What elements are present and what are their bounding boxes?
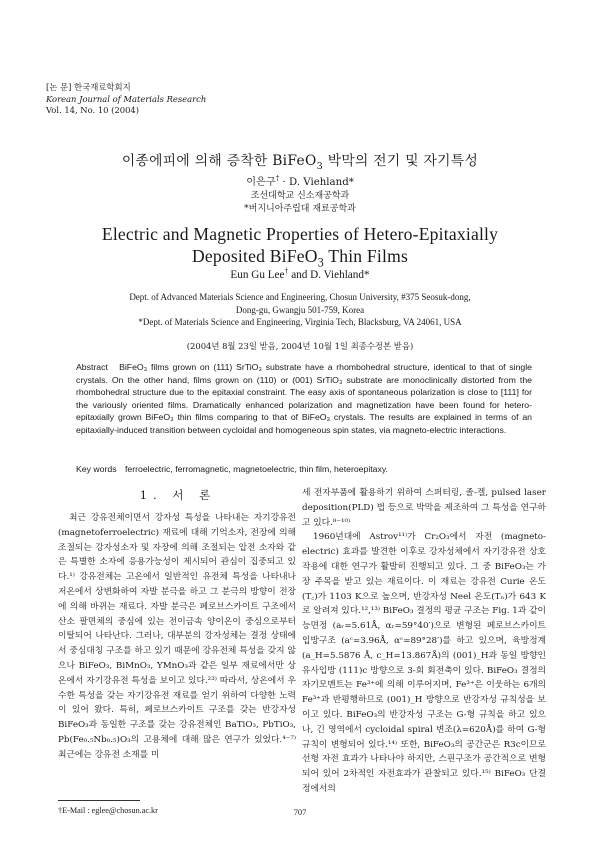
korean-authors xyxy=(40,173,560,188)
journal-header xyxy=(46,82,346,117)
korean-affiliations xyxy=(40,190,560,215)
korean-title xyxy=(40,149,560,172)
page-number: 707 xyxy=(293,808,307,817)
english-author-1-mark: † xyxy=(284,266,289,276)
korean-affiliation-2: *버지니아주립대 재료공학과 xyxy=(244,203,356,214)
english-title-line-2 xyxy=(40,246,560,268)
english-title-subscript: 3 xyxy=(317,255,324,270)
right-column xyxy=(302,486,546,797)
journal-korean-line: [논 문] 한국재료학회지 xyxy=(46,82,131,92)
abstract-text: BiFeO₃ films grown on (111) SrTiO₃ substrate have a rhombohedral structure, identical to that of single crystals. On the other hand, films grown on (110) or (001) SrTiO₃ substrate are monoclinically distorted from the rhombohedral structure due to the epitaxial constraint. The easy axis of spontaneous polarization is close to [111] for the variously oriented films. Dramatically enhanced polarization and magnetization have been found for hetero-epitaxially grown BiFeO₃ thin films comparing to that of BiFeO₃ crystals. The results are explained in terms of an epitaxially-induced transition between cycloidal and homogeneous spin states, via magneto-electric interactions. xyxy=(76,362,532,435)
english-title-line-2-text: Deposited BiFeO xyxy=(191,245,318,266)
korean-title-text-end: 박막의 전기 및 자기특성 xyxy=(323,153,479,169)
english-title xyxy=(40,224,560,270)
korean-title-subscript: 3 xyxy=(316,160,324,172)
body-paragraph: 1960년대에 Astrov¹¹⁾가 Cr₂O₃에서 자전 (magneto-electric) 효과를 발견한 이후로 강자성체에서 자기강유전 상호작용에 대한 연구가 활발히 진행되고 있다. 그 중 BiFeO₃는 가장 주목을 받고 있는 재료이다. 이 재료는 강유전 Curie 온도 (T꜀)가 1103 K으로 높으며, 반강자성 Neel 온도(Tₙ)가 643 K로 알려져 있다.¹²,¹³⁾ BiFeO₃ 결정의 평균 구조는 Fig. 1과 같이 능면정 (aᵣ=5.61Å, αᵣ=59°40′)으로 변형된 페로브스카이트 입방구조 (aᶜ=3.96Å, αᶜ=89°28′)를 하고 있으며, 육방정계 (a_H=5.5876 Å, c_H=13.867Å)의 (001)_H과 동일 방향인 유사입방 (111)c 방향으로 3-회 회전축이 있다. BiFeO₃ 결정의 자기모멘트는 Fe³⁺에 의해 이루어지며, Fe³⁺은 이웃하는 6개의 Fe³⁺과 반평행하므로 (001)_H 방향으로 반강자성 규칙성을 보이고 있다. BiFeO₃의 반강자성 구조는 G-형 규칙을 하고 있으나, 긴 영역에서 cycloidal spiral 변조(λ=620Å)를 하여 G-형 규칙이 변형되어 있다.¹⁴⁾ 또한, BiFeO₃의 공간군은 R3c이므로 선형 자전 효과가 나타나야 하지만, 스핀구조가 공간적으로 변형되어 있어 2차적인 자전효과가 관찰되고 있다.¹⁵⁾ BiFeO₃ 단결정에서의 xyxy=(302,532,546,794)
journal-volume: Vol. 14, No. 10 (2004) xyxy=(46,105,140,115)
english-title-line-2-end: Thin Films xyxy=(324,245,409,266)
korean-affiliation-1: 조선대학교 신소재공학과 xyxy=(250,191,350,201)
english-affiliation-1: Dept. of Advanced Materials Science and Engineering, Chosun University, #375 Seosuk-dong, xyxy=(129,292,471,302)
footnote-divider xyxy=(58,800,140,801)
korean-author-rest: · D. Viehland* xyxy=(279,177,354,188)
korean-title-text: 이종에피에 의해 증착한 BiFeO xyxy=(121,153,317,169)
journal-english-name: Korean Journal of Materials Research xyxy=(46,93,207,104)
section-heading: 1. 서 론 xyxy=(139,488,217,502)
body-paragraph: 최근 강유전체이면서 강자성 특성을 나타내는 자기강유전 (magnetoferroelectric) 재료에 대해 기억소자, 전장에 의해 조절되는 강자성소자 및 자장에 의해 조절되는 압전 소자와 같은 특별한 소자에 응용가능성이 제시되어 관심이 집중되고 있다.¹⁾ 강유전체는 고온에서 일반적인 유전체 특성을 나타내나 저온에서 상변화하여 자발 분극을 하고 그 분극의 방향이 전장에 의해 바뀌는 재료다. 자발 분극은 페로브스카이트 구조에서 산소 팔면체의 중심에 있는 전이금속 양이온이 중심으로부터 이탈되어 나타난다. 그러나, 대부분의 강자성체는 결정 상태에서 중심대칭 구조를 하고 있기 때문에 강유전체 특성을 갖지 않으나 BiFeO₃, BiMnO₃, YMnO₃과 같은 일부 재료에서만 상온에서 자기강유전 특성을 보이고 있다.²³⁾ 따라서, 상온에서 우수한 특성을 갖는 자기강유전 재료를 얻기 위하여 다양한 노력이 있어 왔다. 특히, 페로브스카이트 구조를 갖는 반강자성 BiFeO₃과 동일한 구조를 갖는 강유전체인 BaTiO₃, PbTiO₃, Pb(Fe₀.₅Nb₀.₅)O₃의 고용체에 대해 많은 연구가 있었다.⁴⁻⁷⁾ 최근에는 강유전 소재를 미 xyxy=(58,513,296,760)
english-affiliation-3: *Dept. of Materials Science and Engineering, Virginia Tech, Blacksburg, VA 24061, USA xyxy=(138,317,462,328)
footnote-email: †E-Mail : eglee@chosun.ac.kr xyxy=(58,806,158,815)
keywords-label: Key words xyxy=(76,464,117,474)
english-authors xyxy=(40,266,560,281)
english-title-line-1: Electric and Magnetic Properties of Hetero-Epitaxially xyxy=(101,224,499,244)
english-affiliations xyxy=(40,291,560,329)
body-paragraph: 세 전자부품에 활용하기 위하여 스퍼터링, 졸-겔, pulsed laser deposition(PLD) 법 등으로 박막을 제조하여 그 특성을 연구하고 있다.⁸⁻¹⁰⁾ xyxy=(302,488,546,528)
abstract-label: Abstract xyxy=(76,362,108,372)
received-dates: (2004년 8월 23일 받음, 2004년 10월 1일 최종수정본 받음) xyxy=(186,341,414,351)
keywords-text: ferroelectric, ferromagnetic, magnetoelectric, thin film, heteroepitaxy. xyxy=(124,464,388,474)
korean-author-1-mark: † xyxy=(275,173,280,183)
english-author-1: Eun Gu Lee xyxy=(230,269,285,281)
abstract xyxy=(76,361,532,437)
keywords xyxy=(76,463,532,475)
korean-author-1: 이은구 xyxy=(246,177,276,188)
english-author-rest: and D. Viehland* xyxy=(288,269,370,281)
left-column xyxy=(58,511,296,763)
english-affiliation-2: Dong-gu, Gwangju 501-759, Korea xyxy=(235,304,365,315)
